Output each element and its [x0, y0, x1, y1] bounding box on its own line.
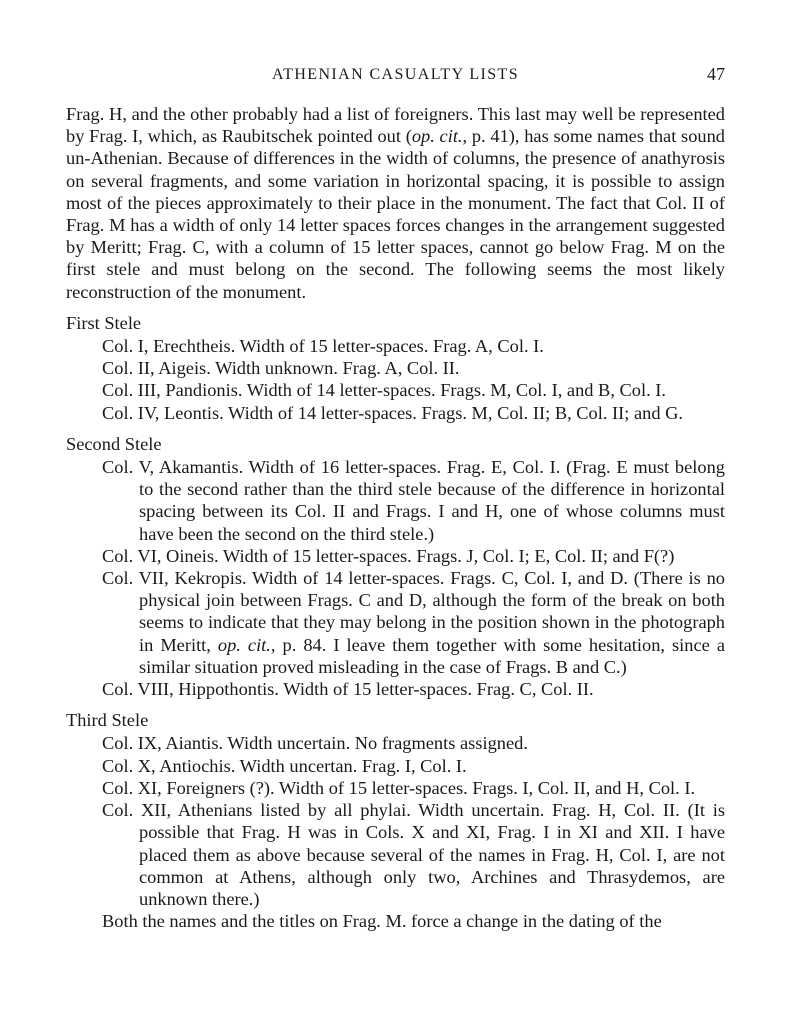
stele-third [66, 709, 725, 910]
column-list [66, 456, 725, 700]
column-entry: Col. V, Akamantis. Width of 16 letter-spaces. Frag. E, Col. I. (Frag. E must belong to the second rather than the third stele because of the difference in horizontal spacing between its Col. II and Frags. I and H, one of whose columns must have been the second on the third stele.) [102, 457, 725, 544]
page-body [66, 103, 725, 932]
column-entry: Col. X, Antiochis. Width uncertan. Frag. I, Col. I. [102, 755, 467, 776]
page-header [66, 64, 725, 88]
closing-paragraph: Both the names and the titles on Frag. M. force a change in the dating of the [102, 911, 662, 932]
page-number: 47 [707, 64, 725, 84]
stele-second [66, 433, 725, 700]
stele-heading: Second Stele [66, 433, 162, 454]
stele-first [66, 312, 725, 424]
column-entry: Col. IX, Aiantis. Width uncertain. No fragments assigned. [102, 733, 528, 754]
latin-citation: op. cit. [411, 126, 463, 147]
latin-citation: op. cit. [217, 634, 271, 655]
column-list [66, 732, 725, 910]
column-list [66, 335, 725, 424]
intro-paragraph: Frag. H, and the other probably had a list of foreigners. This last may well be represented by Frag. I, which, as Raubitschek pointed out (op. cit., p. 41), has some names that sound un-Athenian. Because of differences in the width of columns, the presence of anathyrosis on several fragments, and some variation in horizontal spacing, it is possible to assign most of the pieces approximately to their place in the monument. The fact that Col. II of Frag. M has a width of only 14 letter spaces forces changes in the arrangement suggested by Meritt; Frag. C, with a column of 15 letter spaces, cannot go below Frag. M on the first stele and must belong on the second. The following seems the most likely reconstruction of the monument. [66, 104, 725, 302]
column-entry: Col. XI, Foreigners (?). Width of 15 letter-spaces. Frags. I, Col. II, and H, Col. I. [102, 777, 696, 798]
column-entry: Col. IV, Leontis. Width of 14 letter-spaces. Frags. M, Col. II; B, Col. II; and G. [102, 402, 684, 423]
column-entry: Col. VII, Kekropis. Width of 14 letter-spaces. Frags. C, Col. I, and D. (There is no physical join between Frags. C and D, although the form of the break on both seems to indicate that they may belong in the position shown in the photograph in Meritt, op. cit., p. 84. I leave them together with some hesitation, since a similar situation proved misleading in the case of Frags. B and C.) [102, 568, 725, 677]
column-entry: Col. XII, Athenians listed by all phylai. Width uncertain. Frag. H, Col. II. (It is possible that Frag. H was in Cols. X and XI, Frag. I in XI and XII. I have placed them as above because several of the names in Frag. H, Col. I, are not common at Athens, although only two, Archines and Thrasydemos, are unknown there.) [102, 800, 725, 909]
stele-heading: Third Stele [66, 710, 149, 731]
stele-heading: First Stele [66, 312, 142, 333]
column-entry: Col. II, Aigeis. Width unknown. Frag. A, Col. II. [102, 358, 460, 379]
running-title: ATHENIAN CASUALTY LISTS [271, 66, 520, 83]
column-entry: Col. VI, Oineis. Width of 15 letter-spaces. Frags. J, Col. I; E, Col. II; and F(?) [102, 545, 675, 566]
column-entry: Col. III, Pandionis. Width of 14 letter-spaces. Frags. M, Col. I, and B, Col. I. [102, 380, 667, 401]
column-entry: Col. I, Erechtheis. Width of 15 letter-spaces. Frag. A, Col. I. [102, 336, 544, 357]
column-entry: Col. VIII, Hippothontis. Width of 15 letter-spaces. Frag. C, Col. II. [102, 679, 594, 700]
